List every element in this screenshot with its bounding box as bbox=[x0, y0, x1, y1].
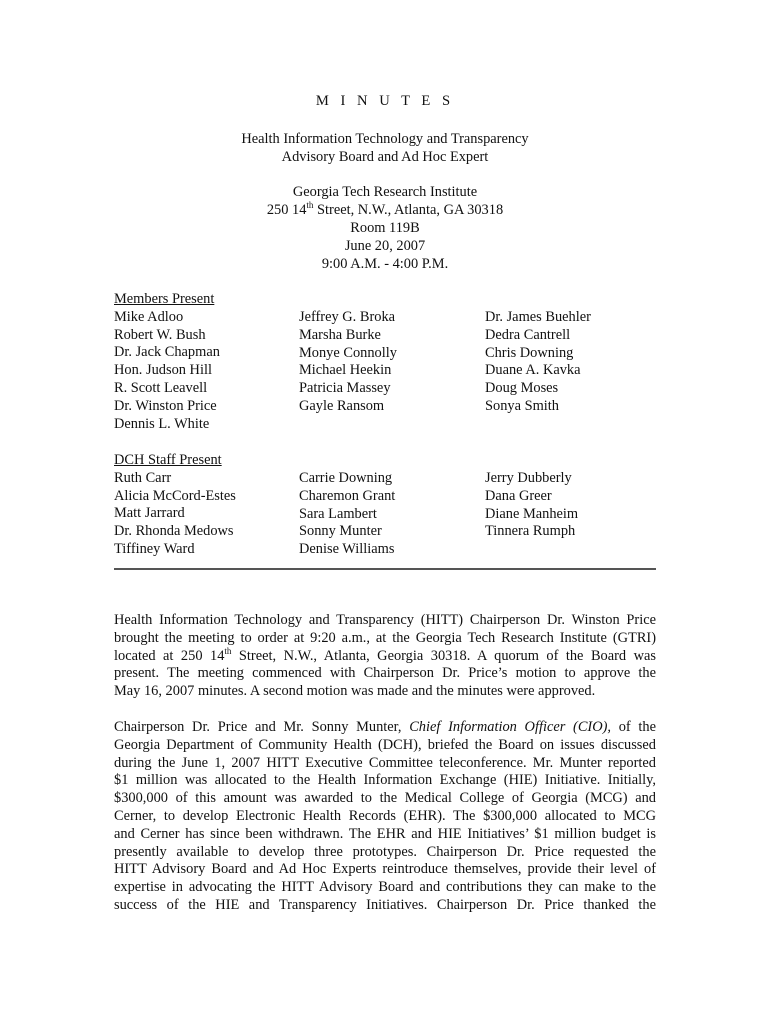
staff-name: Matt Jarrard bbox=[114, 505, 185, 522]
meeting-date: June 20, 2007 bbox=[344, 238, 426, 254]
section-divider bbox=[114, 568, 656, 570]
paragraph-line: present. The meeting commenced with Chairperson Dr. Price’s motion to approve the bbox=[114, 665, 656, 682]
staff-column-1 bbox=[114, 452, 236, 559]
member-name: Mike Adloo bbox=[114, 308, 184, 325]
meeting-room: Room 119B bbox=[350, 220, 420, 236]
member-name: R. Scott Leavell bbox=[114, 379, 208, 396]
paragraph-line: and Cerner has since been withdrawn. The EHR and HIE Initiatives’ $1 million budget is bbox=[114, 825, 656, 842]
staff-name: Carrie Downing bbox=[299, 470, 393, 486]
paragraph-line: May 16, 2007 minutes. A second motion was made and the minutes were approved. bbox=[114, 683, 596, 700]
staff-name: Tiffiney Ward bbox=[114, 540, 195, 557]
paragraph-line: $300,000 of this amount was awarded to the Medical College of Georgia (MCG) and bbox=[114, 790, 656, 807]
staff-present-heading: DCH Staff Present bbox=[114, 452, 222, 468]
paragraph-line: success of the HIE and Transparency Initiatives. Chairperson Dr. Price thanked the bbox=[114, 896, 656, 913]
venue-address: 250 14th Street, N.W., Atlanta, GA 30318 bbox=[266, 200, 504, 218]
member-name: Dr. James Buehler bbox=[485, 309, 591, 325]
member-name: Doug Moses bbox=[485, 380, 559, 397]
paragraph-line: located at 250 14th Street, N.W., Atlanta, Georgia 30318. A quorum of the Board was bbox=[114, 645, 656, 664]
staff-name: Dr. Rhonda Medows bbox=[114, 523, 234, 540]
paragraph-line: Cerner, to develop Electronic Health Records (EHR). The $300,000 allocated to MCG bbox=[114, 807, 656, 824]
staff-name: Diane Manheim bbox=[485, 505, 579, 522]
staff-name: Charemon Grant bbox=[299, 487, 396, 504]
member-name: Hon. Judson Hill bbox=[114, 362, 212, 379]
staff-name: Tinnera Rumph bbox=[485, 523, 576, 540]
venue-name: Georgia Tech Research Institute bbox=[292, 184, 478, 200]
member-name: Monye Connolly bbox=[299, 344, 397, 361]
member-name: Robert W. Bush bbox=[114, 326, 206, 343]
paragraph-line: during the June 1, 2007 HITT Executive Committee teleconference. Mr. Munter reported bbox=[114, 754, 656, 771]
paragraph-line: HITT Advisory Board and Ad Hoc Experts reintroduce themselves, provide their level of bbox=[114, 861, 656, 878]
paragraph-line: $1 million was allocated to the Health Information Exchange (HIE) Initiative. Initially, bbox=[114, 772, 656, 789]
members-present-heading: Members Present bbox=[114, 291, 215, 307]
staff-column-3 bbox=[485, 470, 578, 541]
member-name: Dennis L. White bbox=[114, 415, 210, 432]
paragraph-executive-briefing bbox=[114, 719, 656, 915]
member-name: Sonya Smith bbox=[485, 397, 559, 414]
member-name: Dedra Cantrell bbox=[485, 326, 571, 343]
members-column-3 bbox=[485, 309, 591, 416]
staff-name: Dana Greer bbox=[485, 487, 552, 504]
staff-name: Sara Lambert bbox=[299, 505, 377, 522]
meeting-time: 9:00 A.M. - 4:00 P.M. bbox=[321, 256, 449, 272]
member-name: Chris Downing bbox=[485, 344, 574, 361]
staff-name: Alicia McCord-Estes bbox=[114, 487, 236, 504]
member-name: Michael Heekin bbox=[299, 362, 392, 379]
staff-column-2 bbox=[299, 470, 395, 559]
staff-name: Sonny Munter bbox=[299, 523, 382, 540]
paragraph-line: Chairperson Dr. Price and Mr. Sonny Munter, Chief Information Officer (CIO), of the bbox=[114, 719, 656, 735]
member-name: Jeffrey G. Broka bbox=[299, 309, 396, 325]
staff-name: Denise Williams bbox=[299, 541, 395, 558]
paragraph-call-to-order bbox=[114, 612, 656, 701]
member-name: Gayle Ransom bbox=[299, 397, 385, 414]
paragraph-line: Georgia Department of Community Health (DCH), briefed the Board on issues discussed bbox=[114, 736, 656, 753]
paragraph-line: presently available to develop three prototypes. Chairperson Dr. Price requested the bbox=[114, 843, 656, 860]
staff-name: Ruth Carr bbox=[114, 469, 172, 486]
member-name: Dr. Jack Chapman bbox=[114, 344, 220, 361]
paragraph-line: Health Information Technology and Transparency (HITT) Chairperson Dr. Winston Price bbox=[114, 612, 656, 628]
staff-name: Jerry Dubberly bbox=[485, 470, 572, 486]
member-name: Patricia Massey bbox=[299, 380, 391, 397]
member-name: Marsha Burke bbox=[299, 326, 381, 343]
members-column-2 bbox=[299, 309, 397, 416]
member-name: Duane A. Kavka bbox=[485, 362, 581, 379]
members-column-1 bbox=[114, 291, 220, 433]
board-name-line-2: Advisory Board and Ad Hoc Expert bbox=[281, 149, 489, 165]
board-name-line-1: Health Information Technology and Transparency bbox=[241, 131, 529, 147]
paragraph-line: expertise in advocating the HITT Advisory Board and contributions they can make to the bbox=[114, 879, 656, 896]
paragraph-line: brought the meeting to order at 9:20 a.m., at the Georgia Tech Research Institute (GTRI) bbox=[114, 629, 656, 646]
document-title: M I N U T E S bbox=[315, 93, 455, 109]
member-name: Dr. Winston Price bbox=[114, 397, 217, 414]
